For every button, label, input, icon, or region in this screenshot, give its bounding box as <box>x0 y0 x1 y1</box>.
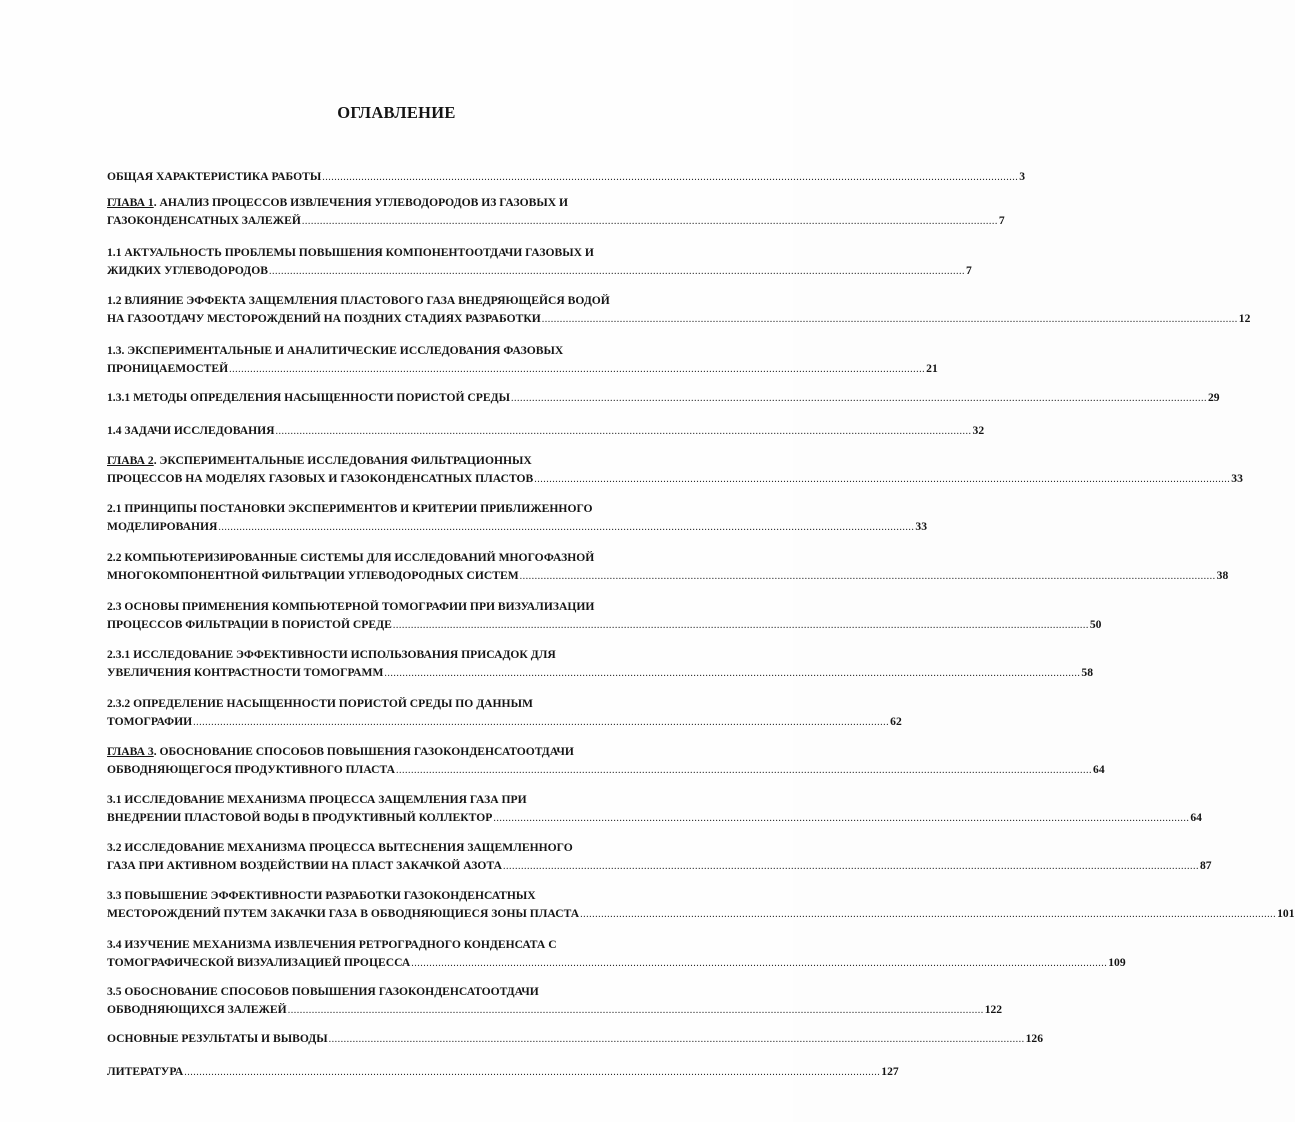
toc-entry-text: ГЛАВА 2. ЭКСПЕРИМЕНТАЛЬНЫЕ ИССЛЕДОВАНИЯ ФИЛЬТРАЦИОННЫХ <box>107 454 532 467</box>
toc-entry-text: ТОМОГРАФИИ <box>107 715 193 728</box>
toc-page-number: 33 <box>1231 472 1243 485</box>
dot-leader: ........................................................................................................................................................................................................................................ <box>193 717 890 728</box>
dot-leader: ........................................................................................................................................................................................................................................ <box>493 813 1190 824</box>
toc-entry-text: 2.3.1 ИССЛЕДОВАНИЕ ЭФФЕКТИВНОСТИ ИСПОЛЬЗОВАНИЯ ПРИСАДОК ДЛЯ <box>107 648 556 661</box>
toc-page-number: 122 <box>984 1003 1003 1016</box>
toc-page-number: 58 <box>1081 666 1093 679</box>
toc-entry[interactable] <box>107 936 1126 973</box>
toc-entry[interactable] <box>107 887 1295 924</box>
dot-leader: ........................................................................................................................................................................................................................................ <box>392 620 1089 631</box>
toc-page-number: 62 <box>890 715 902 728</box>
toc-page-number: 126 <box>1025 1032 1044 1045</box>
toc-page-number: 64 <box>1093 763 1105 776</box>
dot-leader: ........................................................................................................................................................................................................................................ <box>396 765 1093 776</box>
toc-entry-text: 3.5 ОБОСНОВАНИЕ СПОСОБОВ ПОВЫШЕНИЯ ГАЗОКОНДЕНСАТООТДАЧИ <box>107 985 539 998</box>
toc-entry-text: ПРОНИЦАЕМОСТЕЙ <box>107 362 229 375</box>
dot-leader: ........................................................................................................................................................................................................................................ <box>502 861 1199 872</box>
toc-entry-text: ГЛАВА 3. ОБОСНОВАНИЕ СПОСОБОВ ПОВЫШЕНИЯ ГАЗОКОНДЕНСАТООТДАЧИ <box>107 745 574 758</box>
toc-entry[interactable] <box>107 194 1005 231</box>
toc-entry-text: ПРОЦЕССОВ НА МОДЕЛЯХ ГАЗОВЫХ И ГАЗОКОНДЕНСАТНЫХ ПЛАСТОВ <box>107 472 534 485</box>
toc-entry-text: 2.3 ОСНОВЫ ПРИМЕНЕНИЯ КОМПЬЮТЕРНОЙ ТОМОГРАФИИ ПРИ ВИЗУАЛИЗАЦИИ <box>107 600 595 613</box>
toc-entry-text: 1.3. ЭКСПЕРИМЕНТАЛЬНЫЕ И АНАЛИТИЧЕСКИЕ ИССЛЕДОВАНИЯ ФАЗОВЫХ <box>107 344 564 357</box>
dot-leader: ........................................................................................................................................................................................................................................ <box>218 522 915 533</box>
toc-page-number: 50 <box>1089 618 1102 631</box>
toc-entry-text: 3.3 ПОВЫШЕНИЕ ЭФФЕКТИВНОСТИ РАЗРАБОТКИ ГАЗОКОНДЕНСАТНЫХ <box>107 889 536 902</box>
dot-leader: ........................................................................................................................................................................................................................................ <box>229 364 926 375</box>
toc-page-number: 87 <box>1199 859 1212 872</box>
page-title: ОГЛАВЛЕНИЕ <box>337 103 456 122</box>
toc-entry-text: 1.2 ВЛИЯНИЕ ЭФФЕКТА ЗАЩЕМЛЕНИЯ ПЛАСТОВОГО ГАЗА ВНЕДРЯЮЩЕЙСЯ ВОДОЙ <box>107 294 610 307</box>
toc-page-number: 127 <box>881 1065 899 1078</box>
toc-page-number: 64 <box>1190 811 1202 824</box>
dot-leader: ........................................................................................................................................................................................................................................ <box>328 1034 1025 1045</box>
toc-page-number: 32 <box>972 424 985 437</box>
toc-entry-text: ЖИДКИХ УГЛЕВОДОРОДОВ <box>107 264 269 277</box>
toc-entry-text: 3.1 ИССЛЕДОВАНИЕ МЕХАНИЗМА ПРОЦЕССА ЗАЩЕМЛЕНИЯ ГАЗА ПРИ <box>107 793 527 806</box>
toc-entry[interactable] <box>107 1030 1044 1049</box>
toc-page-number: 7 <box>998 214 1005 227</box>
toc-entry-text: УВЕЛИЧЕНИЯ КОНТРАСТНОСТИ ТОМОГРАММ <box>107 666 384 679</box>
toc-entry[interactable] <box>107 422 985 441</box>
chapter-label: ГЛАВА 2 <box>107 454 154 467</box>
chapter-label: ГЛАВА 1 <box>107 196 154 209</box>
dot-leader: ........................................................................................................................................................................................................................................ <box>519 571 1216 582</box>
toc-entry[interactable] <box>107 452 1243 489</box>
dot-leader: ........................................................................................................................................................................................................................................ <box>287 1005 984 1016</box>
dot-leader: ........................................................................................................................................................................................................................................ <box>322 172 1019 183</box>
toc-entry-text: ГАЗОКОНДЕНСАТНЫХ ЗАЛЕЖЕЙ <box>107 214 301 227</box>
toc-page-number: 29 <box>1207 391 1220 404</box>
toc-entry[interactable] <box>107 646 1093 683</box>
dot-leader: ........................................................................................................................................................................................................................................ <box>384 668 1081 679</box>
toc-entry[interactable] <box>107 598 1102 635</box>
toc-entry[interactable] <box>107 983 1003 1020</box>
toc-entry[interactable] <box>107 168 1026 187</box>
chapter-label: ГЛАВА 3 <box>107 745 154 758</box>
dot-leader: ........................................................................................................................................................................................................................................ <box>184 1067 881 1078</box>
toc-entry[interactable] <box>107 500 928 537</box>
toc-entry[interactable] <box>107 244 972 281</box>
toc-entry-text: МЕСТОРОЖДЕНИЙ ПУТЕМ ЗАКАЧКИ ГАЗА В ОБВОДНЯЮЩИЕСЯ ЗОНЫ ПЛАСТА <box>107 907 580 920</box>
toc-entry[interactable] <box>107 791 1202 828</box>
dot-leader: ........................................................................................................................................................................................................................................ <box>510 393 1207 404</box>
toc-entry-text: 2.2 КОМПЬЮТЕРИЗИРОВАННЫЕ СИСТЕМЫ ДЛЯ ИССЛЕДОВАНИЙ МНОГОФАЗНОЙ <box>107 551 595 564</box>
toc-entry[interactable] <box>107 389 1220 408</box>
toc-entry-text: МОДЕЛИРОВАНИЯ <box>107 520 218 533</box>
toc-page-number: 7 <box>966 264 972 277</box>
toc-entry-text: 3.2 ИССЛЕДОВАНИЕ МЕХАНИЗМА ПРОЦЕССА ВЫТЕСНЕНИЯ ЗАЩЕМЛЕННОГО <box>107 841 573 854</box>
toc-entry-text: 1.4 ЗАДАЧИ ИССЛЕДОВАНИЯ <box>107 424 275 437</box>
toc-entry-text: 2.3.2 ОПРЕДЕЛЕНИЕ НАСЫЩЕННОСТИ ПОРИСТОЙ СРЕДЫ ПО ДАННЫМ <box>107 697 533 710</box>
toc-entry-text: ТОМОГРАФИЧЕСКОЙ ВИЗУАЛИЗАЦИЕЙ ПРОЦЕССА <box>107 956 411 969</box>
toc-page-number: 21 <box>926 362 938 375</box>
toc-entry-text: ВНЕДРЕНИИ ПЛАСТОВОЙ ВОДЫ В ПРОДУКТИВНЫЙ КОЛЛЕКТОР <box>107 811 493 824</box>
toc-entry[interactable] <box>107 695 902 732</box>
toc-entry-text: 2.1 ПРИНЦИПЫ ПОСТАНОВКИ ЭКСПЕРИМЕНТОВ И КРИТЕРИИ ПРИБЛИЖЕННОГО <box>107 502 593 515</box>
toc-entry-text: НА ГАЗООТДАЧУ МЕСТОРОЖДЕНИЙ НА ПОЗДНИХ СТАДИЯХ РАЗРАБОТКИ <box>107 312 541 325</box>
toc-page-number: 38 <box>1216 569 1229 582</box>
toc-entry-text: ГАЗА ПРИ АКТИВНОМ ВОЗДЕЙСТВИИ НА ПЛАСТ ЗАКАЧКОЙ АЗОТА <box>107 859 502 872</box>
dot-leader: ........................................................................................................................................................................................................................................ <box>301 216 998 227</box>
toc-entry[interactable] <box>107 549 1229 586</box>
dot-leader: ........................................................................................................................................................................................................................................ <box>580 909 1277 920</box>
toc-entry-text: 3.4 ИЗУЧЕНИЕ МЕХАНИЗМА ИЗВЛЕЧЕНИЯ РЕТРОГРАДНОГО КОНДЕНСАТА С <box>107 938 557 951</box>
toc-entry[interactable] <box>107 839 1212 876</box>
toc-entry-text: ЛИТЕРАТУРА <box>107 1065 184 1078</box>
toc-entry-text: ОБВОДНЯЮЩИХСЯ ЗАЛЕЖЕЙ <box>107 1003 287 1016</box>
toc-entry-text: МНОГОКОМПОНЕНТНОЙ ФИЛЬТРАЦИИ УГЛЕВОДОРОДНЫХ СИСТЕМ <box>107 569 519 582</box>
toc-page-number: 101 <box>1277 907 1295 920</box>
toc-entry-text: 1.3.1 МЕТОДЫ ОПРЕДЕЛЕНИЯ НАСЫЩЕННОСТИ ПОРИСТОЙ СРЕДЫ <box>107 391 510 404</box>
toc-entry-text: ОБЩАЯ ХАРАКТЕРИСТИКА РАБОТЫ <box>107 170 322 183</box>
toc-entry[interactable] <box>107 292 1251 329</box>
toc-entry-text: ПРОЦЕССОВ ФИЛЬТРАЦИИ В ПОРИСТОЙ СРЕДЕ <box>107 618 392 631</box>
toc-entry[interactable] <box>107 1063 899 1082</box>
toc-entry-text: ОСНОВНЫЕ РЕЗУЛЬТАТЫ И ВЫВОДЫ <box>107 1032 328 1045</box>
toc-page-number: 12 <box>1238 312 1251 325</box>
toc-entry-text: ОБВОДНЯЮЩЕГОСЯ ПРОДУКТИВНОГО ПЛАСТА <box>107 763 396 776</box>
dot-leader: ........................................................................................................................................................................................................................................ <box>534 474 1231 485</box>
dot-leader: ........................................................................................................................................................................................................................................ <box>411 958 1108 969</box>
toc-page-number: 109 <box>1108 956 1126 969</box>
toc-entry[interactable] <box>107 743 1105 780</box>
toc-page-number: 3 <box>1019 170 1026 183</box>
dot-leader: ........................................................................................................................................................................................................................................ <box>269 266 966 277</box>
toc-entry-text: ГЛАВА 1. АНАЛИЗ ПРОЦЕССОВ ИЗВЛЕЧЕНИЯ УГЛЕВОДОРОДОВ ИЗ ГАЗОВЫХ И <box>107 196 569 209</box>
dot-leader: ........................................................................................................................................................................................................................................ <box>541 314 1238 325</box>
toc-page-number: 33 <box>915 520 928 533</box>
toc-entry[interactable] <box>107 342 938 379</box>
toc-entry-text: 1.1 АКТУАЛЬНОСТЬ ПРОБЛЕМЫ ПОВЫШЕНИЯ КОМПОНЕНТООТДАЧИ ГАЗОВЫХ И <box>107 246 594 259</box>
dot-leader: ........................................................................................................................................................................................................................................ <box>275 426 972 437</box>
